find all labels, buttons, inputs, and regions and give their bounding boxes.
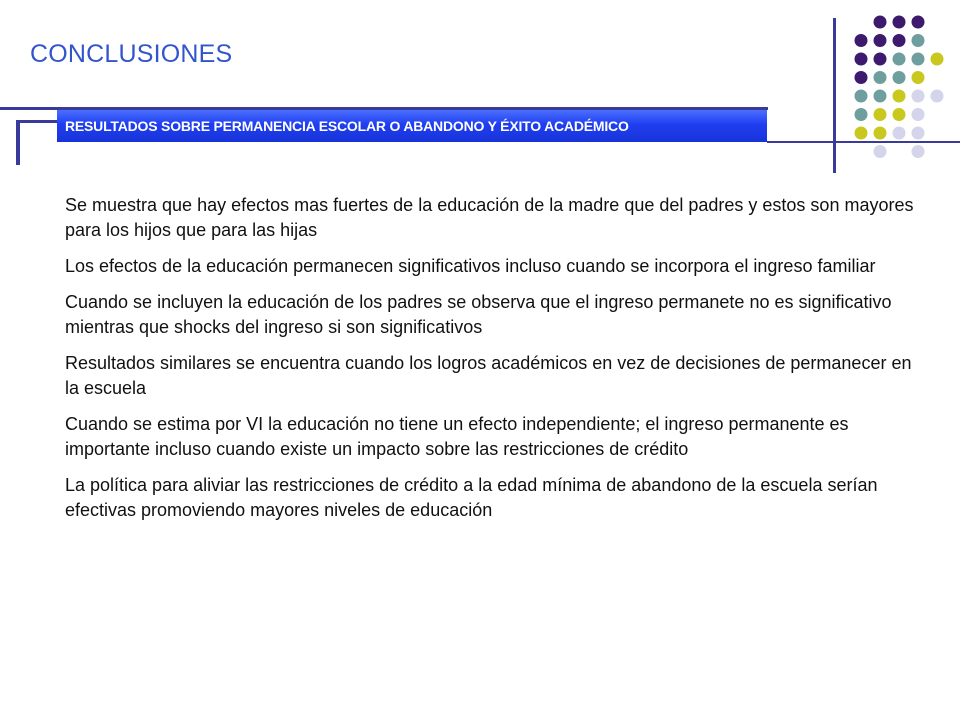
section-banner: RESULTADOS SOBRE PERMANENCIA ESCOLAR O ABANDONO Y ÉXITO ACADÉMICO (57, 110, 767, 142)
decorative-dot (874, 53, 887, 66)
paragraph-1: Se muestra que hay efectos mas fuertes de la educación de la madre que del padres y estos son mayores para los hijos que para las hijas (65, 195, 914, 240)
decorative-dot (855, 34, 868, 47)
decorative-dot (874, 108, 887, 121)
decorative-dot (931, 53, 944, 66)
decorative-dot (874, 90, 887, 103)
decorative-dot (855, 71, 868, 84)
decorative-dot (912, 53, 925, 66)
decorative-dot (893, 16, 906, 29)
decorative-dot (912, 34, 925, 47)
decorative-dot (893, 34, 906, 47)
decorative-dot (893, 71, 906, 84)
decorative-dot (855, 53, 868, 66)
decorative-dot (893, 90, 906, 103)
decorative-dot (912, 16, 925, 29)
paragraph-4: Resultados similares se encuentra cuando los logros académicos en vez de decisiones de permanecer en la escuela (65, 353, 912, 398)
paragraph-5: Cuando se estima por VI la educación no tiene un efecto independiente; el ingreso permanente es importante incluso cuando existe un impacto sobre las restricciones de crédito (65, 414, 849, 459)
decorative-dot (874, 71, 887, 84)
decorative-dot (893, 127, 906, 140)
paragraph-3: Cuando se incluyen la educación de los padres se observa que el ingreso permanete no es significativo mientras que shocks del ingreso si son significativos (65, 292, 892, 337)
decorative-dot (893, 53, 906, 66)
decorative-dot (912, 127, 925, 140)
decorative-dot (874, 145, 887, 158)
decorative-dot (855, 90, 868, 103)
decorative-dot (893, 108, 906, 121)
decorative-dot (912, 90, 925, 103)
decorative-dot (912, 108, 925, 121)
decorative-dot (874, 127, 887, 140)
decorative-dot (874, 16, 887, 29)
paragraph-2: Los efectos de la educación permanecen significativos incluso cuando se incorpora el ingreso familiar (65, 256, 876, 276)
decorative-dot (874, 34, 887, 47)
decorative-dot (855, 127, 868, 140)
slide-title: CONCLUSIONES (30, 40, 233, 68)
paragraph-6: La política para aliviar las restricciones de crédito a la edad mínima de abandono de la escuela serían efectivas promoviendo mayores niveles de educación (65, 475, 878, 520)
decorative-dot (912, 145, 925, 158)
conclusions-body (65, 193, 925, 534)
decorative-dot (855, 108, 868, 121)
decorative-dot (912, 71, 925, 84)
decorative-dot (931, 90, 944, 103)
